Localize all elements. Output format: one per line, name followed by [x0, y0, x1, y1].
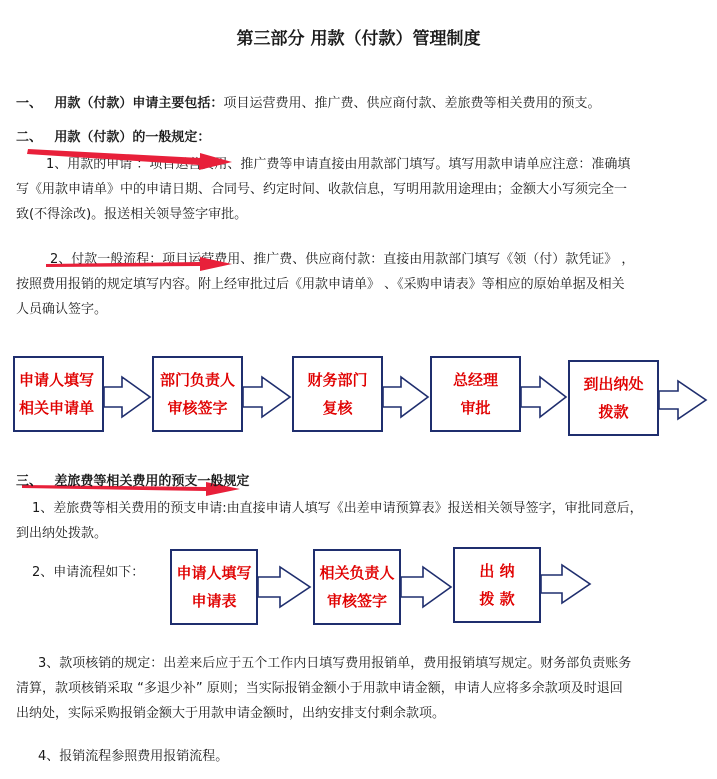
flow1-step-1-line-1: 申请人填写 [19, 371, 95, 389]
paragraph-4: 2、申请流程如下： [32, 565, 145, 580]
section-3-heading: 差旅费等相关费用的预支一般规定 [54, 474, 250, 489]
flow-arrow-icon [258, 567, 310, 607]
flow1-step-2-line-1: 部门负责人 [159, 371, 235, 389]
flow2-step-3-line-1: 出 纳 [479, 562, 515, 580]
flow1-step-2-line-2: 审核签字 [167, 399, 228, 417]
paragraph-5-line-2: 清算，款项核销采取 “多退少补” 原则；当实际报销金额小于用款申请金额，申请人应将多余款项及时退回 [16, 681, 623, 696]
section-2-num: 二、 [16, 130, 43, 145]
page-title: 第三部分 用款（付款）管理制度 [236, 29, 481, 49]
flow1-step-3-line-2: 复核 [322, 399, 353, 417]
flow2-step-2-line-2: 审核签字 [326, 592, 387, 610]
section-3-num: 三、 [16, 474, 43, 489]
flow2-step-3-line-2: 拨 款 [479, 590, 515, 608]
paragraph-2-line-3: 人员确认签字。 [16, 302, 108, 317]
paragraph-5 [16, 651, 631, 726]
paragraph-6: 4、报销流程参照费用报销流程。 [38, 749, 229, 764]
flow2-step-1-line-1: 申请人填写 [176, 564, 252, 582]
paragraph-3-line-1: 1、差旅费等相关费用的预支申请:由直接申请人填写《出差申请预算表》报送相关领导签字，审批同意后， [32, 501, 643, 516]
flow-arrow-icon [541, 565, 590, 603]
flow1-step-3-line-1: 财务部门 [307, 371, 368, 389]
section-1-heading: 用款（付款）申请主要包括： [54, 96, 224, 111]
flow2-step-2-line-1: 相关负责人 [319, 564, 395, 582]
flow1-step-5-line-1: 到出纳处 [583, 375, 644, 393]
paragraph-1-line-2: 写《用款申请单》中的申请日期、合同号、约定时间、收款信息，写明用款用途理由；金额大小写须完全一 [16, 182, 628, 197]
paragraph-2-line-2: 按照费用报销的规定填写内容。附上经审批过后《用款申请单》 、《采购申请表》等相应的原始单据及相关 [16, 277, 625, 292]
paragraph-1-line-1: 1、用款的申请 ：项目运营费用、推广费等申请直接由用款部门填写。填写用款申请单应注意：准确填 [46, 157, 631, 172]
flow2-step-1-line-2: 申请表 [191, 592, 237, 610]
flow1-step-5-line-2: 拨款 [598, 403, 629, 421]
flow1-step-4-line-2: 审批 [460, 399, 491, 417]
paragraph-1-line-3: 致(不得涂改)。报送相关领导签字审批。 [16, 207, 248, 222]
flow1-step-1-line-2: 相关申请单 [19, 399, 95, 417]
paragraph-5-line-3: 出纳处，实际采购报销金额大于用款申请金额时，出纳安排支付剩余款项。 [16, 706, 446, 721]
paragraph-5-line-1: 3、款项核销的规定：出差来后应于五个工作内日填写费用报销单，费用报销填写规定。财务部负责账务 [38, 656, 632, 671]
flow1-step-4-line-1: 总经理 [452, 371, 498, 389]
paragraph-2-line-1: 2、付款一般流程：项目运营费用、推广费、供应商付款：直接由用款部门填写《领（付）款凭证》 ， [50, 252, 635, 267]
section-2-heading: 用款（付款）的一般规定： [54, 130, 211, 145]
section-1-num: 一、 [16, 96, 43, 111]
section-1-text: 项目运营费用、推广费、供应商付款、差旅费等相关费用的预支。 [223, 96, 601, 111]
paragraph-3-line-2: 到出纳处拨款。 [16, 526, 108, 541]
flow-arrow-icon [401, 567, 451, 607]
